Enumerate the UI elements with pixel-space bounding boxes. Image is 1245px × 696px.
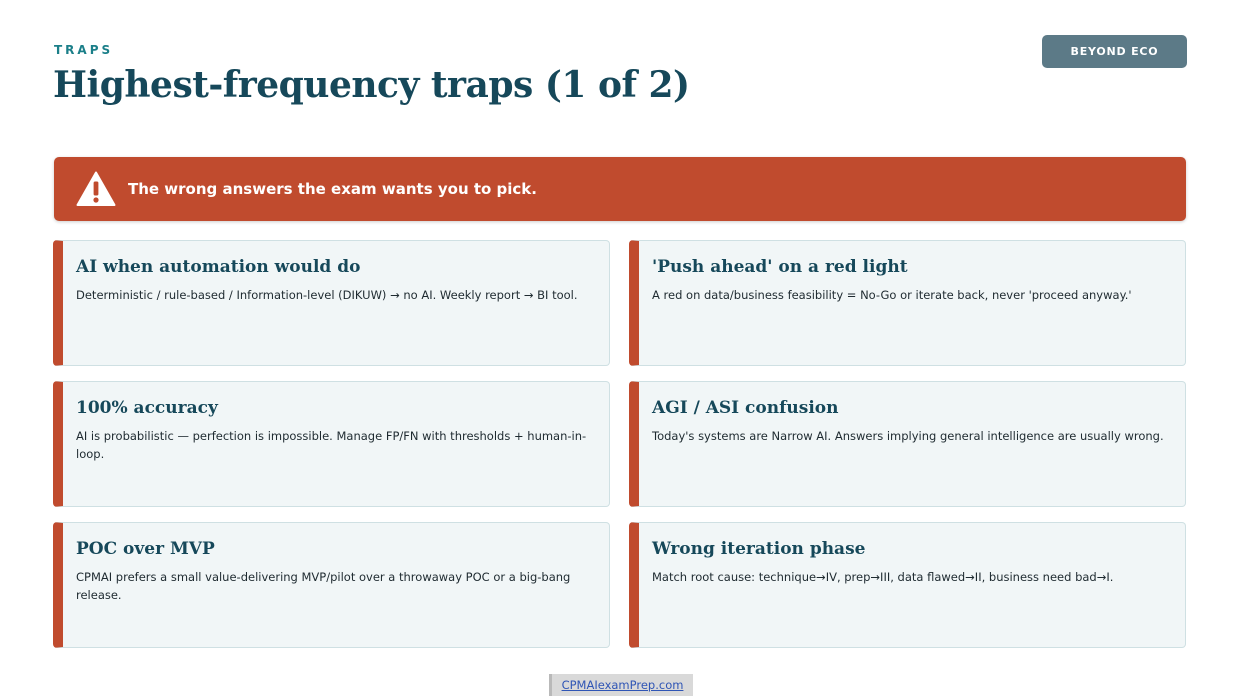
trap-card	[53, 240, 610, 366]
trap-card-title: POC over MVP	[76, 539, 215, 559]
trap-card	[53, 381, 610, 507]
eyebrow-label: TRAPS	[54, 43, 114, 57]
trap-card-title: AGI / ASI confusion	[652, 398, 839, 418]
beyond-eco-badge: BEYOND ECO	[1042, 35, 1187, 68]
trap-card-title: 100% accuracy	[76, 398, 218, 418]
trap-card-title: Wrong iteration phase	[652, 539, 866, 559]
trap-card	[629, 240, 1186, 366]
page-title: Highest-frequency traps (1 of 2)	[53, 64, 690, 106]
trap-card	[629, 381, 1186, 507]
trap-card-title: AI when automation would do	[76, 257, 361, 277]
trap-card-body: A red on data/business feasibility = No-Go or iterate back, never 'proceed anyway.'	[652, 288, 1132, 302]
site-link[interactable]: CPMAIexamPrep.com	[549, 674, 693, 696]
trap-card	[53, 522, 610, 648]
trap-card-body: AI is probabilistic — perfection is impossible. Manage FP/FN with thresholds + human-in-loop.	[76, 429, 587, 461]
warning-banner	[54, 157, 1186, 221]
warning-triangle-icon	[76, 171, 116, 207]
banner-text: The wrong answers the exam wants you to pick.	[128, 180, 537, 198]
trap-card-body: Match root cause: technique→IV, prep→III, data flawed→II, business need bad→I.	[652, 570, 1114, 584]
trap-card	[629, 522, 1186, 648]
trap-card-body: Deterministic / rule-based / Information-level (DIKUW) → no AI. Weekly report → BI tool.	[76, 288, 578, 302]
trap-card-title: 'Push ahead' on a red light	[652, 257, 908, 277]
trap-card-body: CPMAI prefers a small value-delivering MVP/pilot over a throwaway POC or a big-bang release.	[76, 570, 571, 602]
trap-card-body: Today's systems are Narrow AI. Answers implying general intelligence are usually wrong.	[652, 429, 1164, 443]
